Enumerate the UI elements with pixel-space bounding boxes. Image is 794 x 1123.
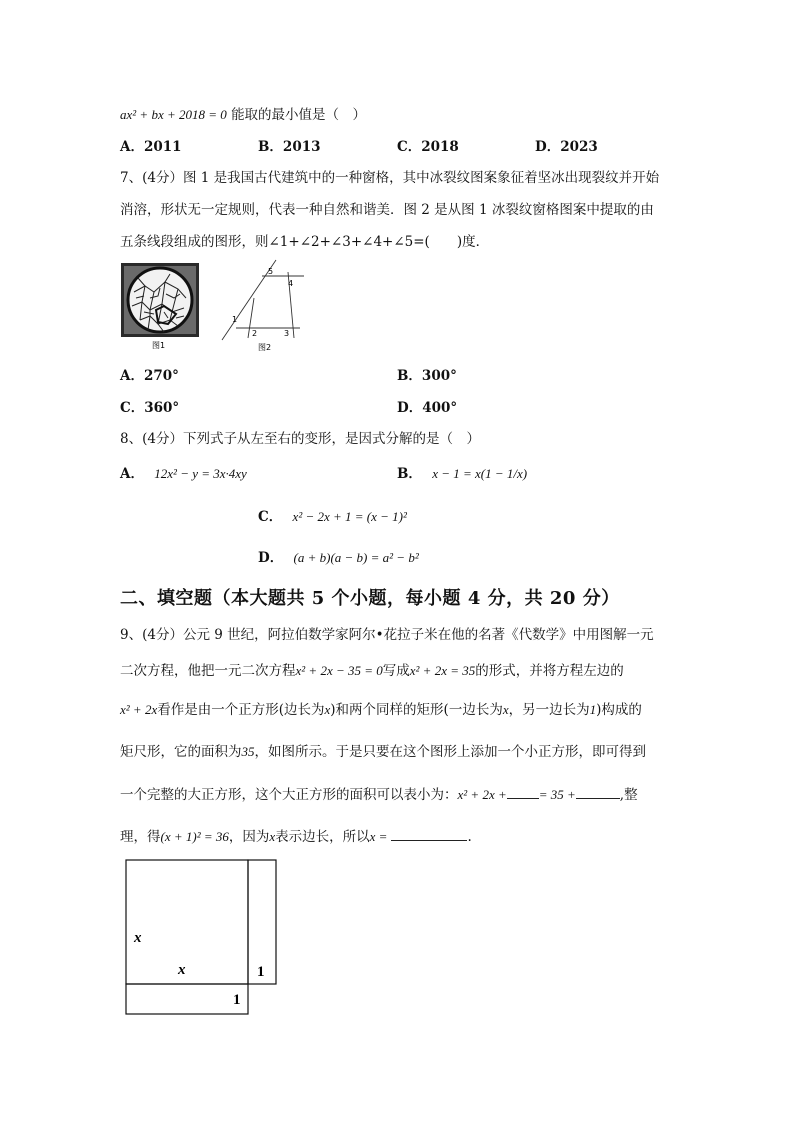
q9-label-one-right: 1 <box>257 964 265 980</box>
q7-angle-label-2: 2 <box>252 329 258 338</box>
q6-option-c: C．2018 <box>397 139 459 155</box>
q8-option-b: B． x − 1 = x(1 − 1/x) <box>397 466 528 482</box>
q7-line-2: 消溶，形状无一定规则，代表一种自然和谐美．图 2 是从图 1 冰裂纹窗格图案中提取的由 <box>120 202 654 218</box>
q7-option-c: C．360° <box>120 400 180 416</box>
q9-line-5: 一个完整的大正方形，这个大正方形的面积可以表小为：x² + 2x + = 35 + ,整 <box>120 787 638 803</box>
q6-equation: ax² + bx + 2018 = 0 <box>120 107 227 122</box>
q7-line-3: 五条线段组成的图形，则∠1+∠2+∠3+∠4+∠5=( )度． <box>120 234 490 250</box>
q8-option-c: C． x² − 2x + 1 = (x − 1)² <box>258 509 407 525</box>
q7-line-1: 7、(4分）图 1 是我国古代建筑中的一种窗格，其中冰裂纹图案象征着坚冰出现裂纹并开始 <box>120 170 660 186</box>
q9-blank-1[interactable] <box>507 798 539 799</box>
q6-stem <box>120 103 366 123</box>
q7-option-b: B．300° <box>397 368 457 384</box>
q9-line-6: 理，得(x + 1)² = 36，因为x表示边长，所以x = . <box>120 829 472 845</box>
q9-square-figure <box>122 858 282 1020</box>
q7-angle-label-5: 5 <box>268 267 274 276</box>
q7-figure-2-caption: 图2 <box>258 343 272 352</box>
q9-line-2: 二次方程，他把一元二次方程x² + 2x − 35 = 0写成x² + 2x = 35的形式，并将方程左边的 <box>120 663 624 679</box>
q7-angle-label-4: 4 <box>288 279 294 288</box>
q9-label-x-bottom: x <box>178 962 186 978</box>
q7-figure-1-window-lattice <box>120 262 200 350</box>
q8-option-a: A． 12x² − y = 3x·4xy <box>120 466 247 482</box>
q7-angle-label-1: 1 <box>232 315 238 324</box>
q9-line-4: 矩尺形，它的面积为35，如图所示。于是只要在这个图形上添加一个小正方形，即可得到 <box>120 744 646 760</box>
q7-option-a: A．270° <box>120 368 179 384</box>
q8-option-d: D． (a + b)(a − b) = a² − b² <box>258 550 419 566</box>
q8-stem: 8、(4分）下列式子从左至右的变形，是因式分解的是（ ） <box>120 431 480 447</box>
q7-figure-2-five-segments <box>218 258 308 354</box>
q7-angle-label-3: 3 <box>284 329 290 338</box>
section-2-title: 二、填空题（本大题共 5 个小题，每小题 4 分，共 20 分） <box>120 588 620 609</box>
q9-line-1: 9、(4分）公元 9 世纪，阿拉伯数学家阿尔•花拉子米在他的名著《代数学》中用图解一元 <box>120 627 654 643</box>
q9-blank-2[interactable] <box>576 798 620 799</box>
q6-option-d: D．2023 <box>535 139 598 155</box>
q9-label-one-bottom: 1 <box>233 992 241 1008</box>
q9-line-3: x² + 2x看作是由一个正方形(边长为x)和两个同样的矩形(一边长为x，另一边长为1)构成的 <box>120 702 642 718</box>
q9-label-x-left: x <box>134 930 142 946</box>
q7-option-d: D．400° <box>397 400 458 416</box>
q7-figure-1-caption: 图1 <box>152 341 166 350</box>
q9-blank-3[interactable] <box>391 840 467 841</box>
q6-option-a: A．2011 <box>120 139 182 155</box>
q6-stem-text: 能取的最小值是（ ） <box>231 107 367 123</box>
q6-option-b: B．2013 <box>258 139 321 155</box>
